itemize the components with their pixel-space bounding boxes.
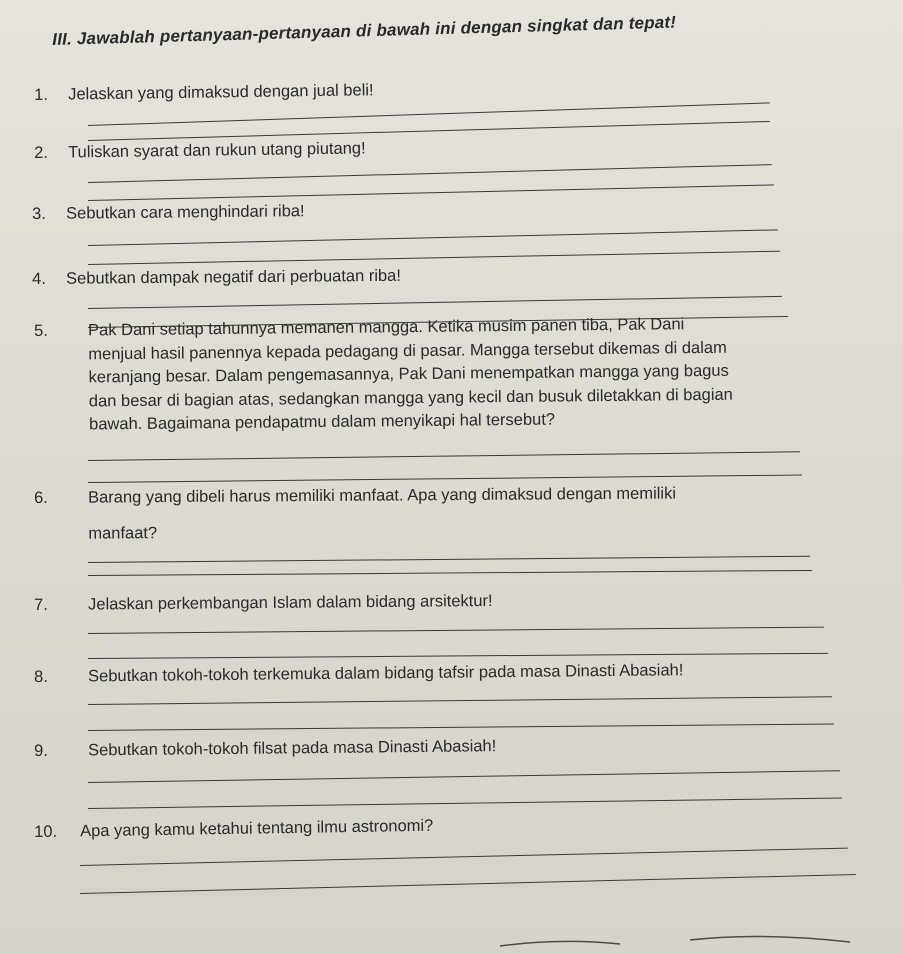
question-text-line: manfaat?	[88, 523, 158, 543]
answer-line[interactable]	[88, 627, 824, 634]
question-text: Sebutkan cara menghindari riba!	[66, 202, 305, 223]
answer-line[interactable]	[88, 570, 812, 576]
question-7	[34, 590, 493, 617]
question-number: 2.	[34, 143, 49, 162]
question-8	[34, 659, 683, 689]
question-number: 6.	[34, 488, 48, 507]
answer-line[interactable]	[80, 874, 856, 894]
question-number: 1.	[34, 85, 49, 104]
question-number: 5.	[34, 321, 48, 340]
answer-line[interactable]	[88, 102, 770, 126]
answer-line[interactable]	[88, 296, 782, 309]
question-number: 10.	[34, 822, 58, 841]
question-text-line: dan besar di bagian atas, sedangkan mangga yang kecil dan busuk diletakkan di bagian	[88, 385, 733, 410]
question-text: Sebutkan dampak negatif dari perbuatan riba!	[66, 266, 401, 288]
answer-line[interactable]	[88, 164, 772, 183]
question-2	[34, 137, 366, 165]
question-4	[32, 265, 401, 291]
question-text: Sebutkan tokoh-tokoh terkemuka dalam bidang tafsir pada masa Dinasti Abasiah!	[88, 661, 684, 686]
section-heading: III. Jawablah pertanyaan-pertanyaan di bawah ini dengan singkat dan tepat!	[52, 12, 677, 49]
question-number: 7.	[34, 595, 48, 614]
question-text-line: Barang yang dibeli harus memiliki manfaat. Apa yang dimaksud dengan memiliki	[88, 484, 677, 507]
question-text: Tuliskan syarat dan rukun utang piutang!	[68, 139, 366, 162]
question-5	[34, 312, 835, 438]
question-number: 9.	[34, 741, 48, 760]
page-bottom-edge	[0, 920, 903, 954]
answer-line[interactable]	[88, 184, 774, 201]
answer-line[interactable]	[88, 770, 840, 783]
answer-line[interactable]	[88, 653, 828, 659]
question-10	[34, 815, 433, 844]
question-number: 4.	[32, 269, 46, 288]
answer-line[interactable]	[80, 848, 848, 866]
question-9	[34, 735, 496, 763]
question-text: Apa yang kamu ketahui tentang ilmu astronomi?	[80, 816, 434, 841]
answer-line[interactable]	[88, 696, 832, 705]
answer-line[interactable]	[88, 797, 842, 809]
answer-line[interactable]	[88, 251, 780, 265]
question-text-line: bawah. Bagaimana pendapatmu dalam menyikapi hal tersebut?	[89, 410, 556, 434]
question-text-line: Pak Dani setiap tahunnya memanen mangga. Ketika musim panen tiba, Pak Dani	[88, 315, 685, 340]
answer-line[interactable]	[88, 121, 770, 141]
question-text: Jelaskan perkembangan Islam dalam bidang arsitektur!	[88, 591, 493, 614]
question-number: 3.	[32, 204, 46, 223]
answer-line[interactable]	[88, 451, 800, 461]
question-3	[32, 200, 305, 226]
question-text-line: keranjang besar. Dalam pengemasannya, Pak Dani menempatkan mangga yang bagus	[88, 361, 729, 387]
question-number: 8.	[34, 667, 48, 686]
answer-line[interactable]	[88, 229, 778, 246]
question-text: Jelaskan yang dimaksud dengan jual beli!	[68, 81, 374, 104]
question-text-line: menjual hasil panennya kepada pedagang di pasar. Mangga tersebut dikemas di dalam	[88, 338, 727, 363]
answer-line[interactable]	[88, 723, 834, 731]
question-6	[34, 481, 834, 546]
question-text: Sebutkan tokoh-tokoh filsat pada masa Dinasti Abasiah!	[88, 737, 497, 760]
question-1	[34, 79, 374, 107]
answer-line[interactable]	[88, 556, 810, 563]
